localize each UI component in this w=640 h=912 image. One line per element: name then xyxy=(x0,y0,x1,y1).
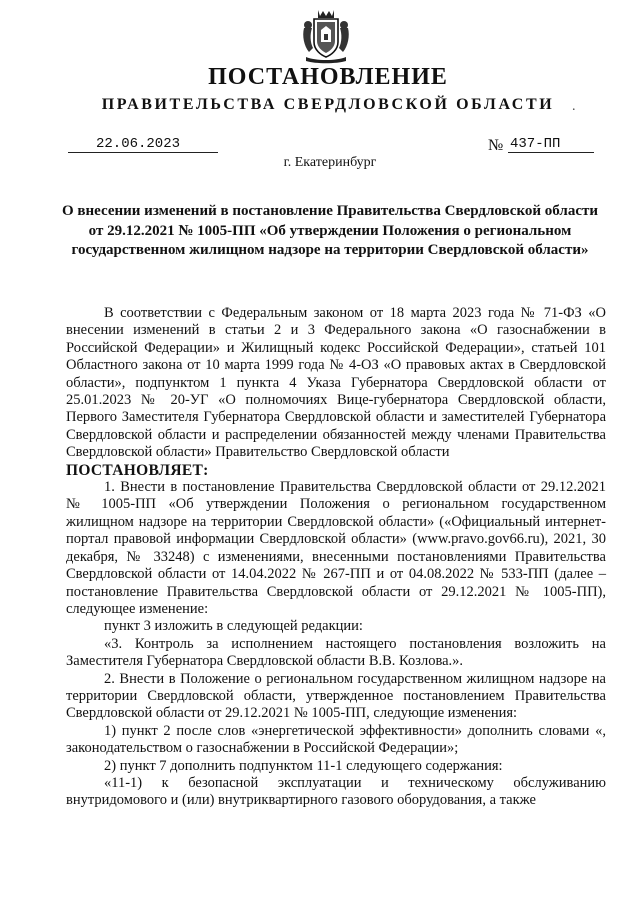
document-type-heading: ПОСТАНОВЛЕНИЕ xyxy=(208,64,448,90)
preamble-paragraph: В соответствии с Федеральным законом от 18 марта 2023 года № 71-ФЗ «О внесении изменений в статьи 2 и 3 Федерального закона «О газоснабжении в Российской Федерации» и Жилищный кодекс Российской Федерации», статьей 101 Областного закона от 10 марта 1999 года № 4-ОЗ «О правовых актах в Свердловской области», подпунктом 1 пункта 4 Указа Губернатора Свердловской области от 25.01.2023 № 20-УГ «О полномочиях Вице-губернатора Свердловской области, Первого Заместителя Губернатора Свердловской области и заместителей Губернатора Свердловской области и распределении обязанностей между членами Правительства Свердловской области» Правительство Свердловской области xyxy=(66,305,606,461)
item-1-paragraph: 1. Внести в постановление Правительства Свердловской области от 29.12.2021 № 1005-ПП «Об утверждении Положения о региональном государственном жилищном надзоре на территории Свердловской области» («Официальный интернет-портал правовой информации Свердловской области» (www.pravo.gov66.ru), 2021, 30 декабря, № 33248) с изменениями, внесенными постановлениями Правительства Свердловской области от 14.04.2022 № 267-ПП и от 04.08.2022 № 533-ПП (далее – постановление Правительства Свердловской области от 29.12.2021 № 1005-ПП), следующее изменение: xyxy=(66,479,606,617)
item-2-paragraph: 2. Внести в Положение о региональном государственном жилищном надзоре на территории Свердловской области, утвержденное постановлением Правительства Свердловской области от 29.12.2021 № 1005-ПП, следующие изменения: xyxy=(66,670,606,722)
document-title: О внесении изменений в постановление Правительства Свердловской области от 29.12.2021 № 1005-ПП «Об утверждении Положения о региональном государственном жилищном надзоре на территории Свердловской области» xyxy=(62,203,598,258)
item-1-quote-paragraph: «3. Контроль за исполнением настоящего постановления возложить на Заместителя Губернатора Свердловской области В.В. Козлова.». xyxy=(66,635,606,670)
decree-heading: ПОСТАНОВЛЯЕТ: xyxy=(66,461,209,479)
number-sign: № xyxy=(488,137,504,154)
document-date: 22.06.2023 xyxy=(96,136,181,152)
city-line: г. Екатеринбург xyxy=(283,155,377,170)
item-2-2-text-paragraph: «11-1) к безопасной эксплуатации и техническому обслуживанию внутридомового и (или) внутриквартирного газового оборудования, а также xyxy=(66,774,606,809)
number-underline xyxy=(508,152,594,153)
issuer-heading: ПРАВИТЕЛЬСТВА СВЕРДЛОВСКОЙ ОБЛАСТИ xyxy=(101,96,555,113)
date-underline xyxy=(68,152,218,153)
sverdlovsk-coat-of-arms-icon xyxy=(300,8,352,64)
item-2-2-paragraph: 2) пункт 7 дополнить подпунктом 11-1 следующего содержания: xyxy=(104,757,503,774)
document-body xyxy=(66,305,606,810)
stray-dot: . xyxy=(572,99,576,114)
item-2-1-paragraph: 1) пункт 2 после слов «энергетической эффективности» дополнить словами «, законодательством о газоснабжении в Российской Федерации»; xyxy=(66,722,606,757)
document-number: 437-ПП xyxy=(510,136,561,152)
item-1-sub-paragraph: пункт 3 изложить в следующей редакции: xyxy=(104,618,363,635)
